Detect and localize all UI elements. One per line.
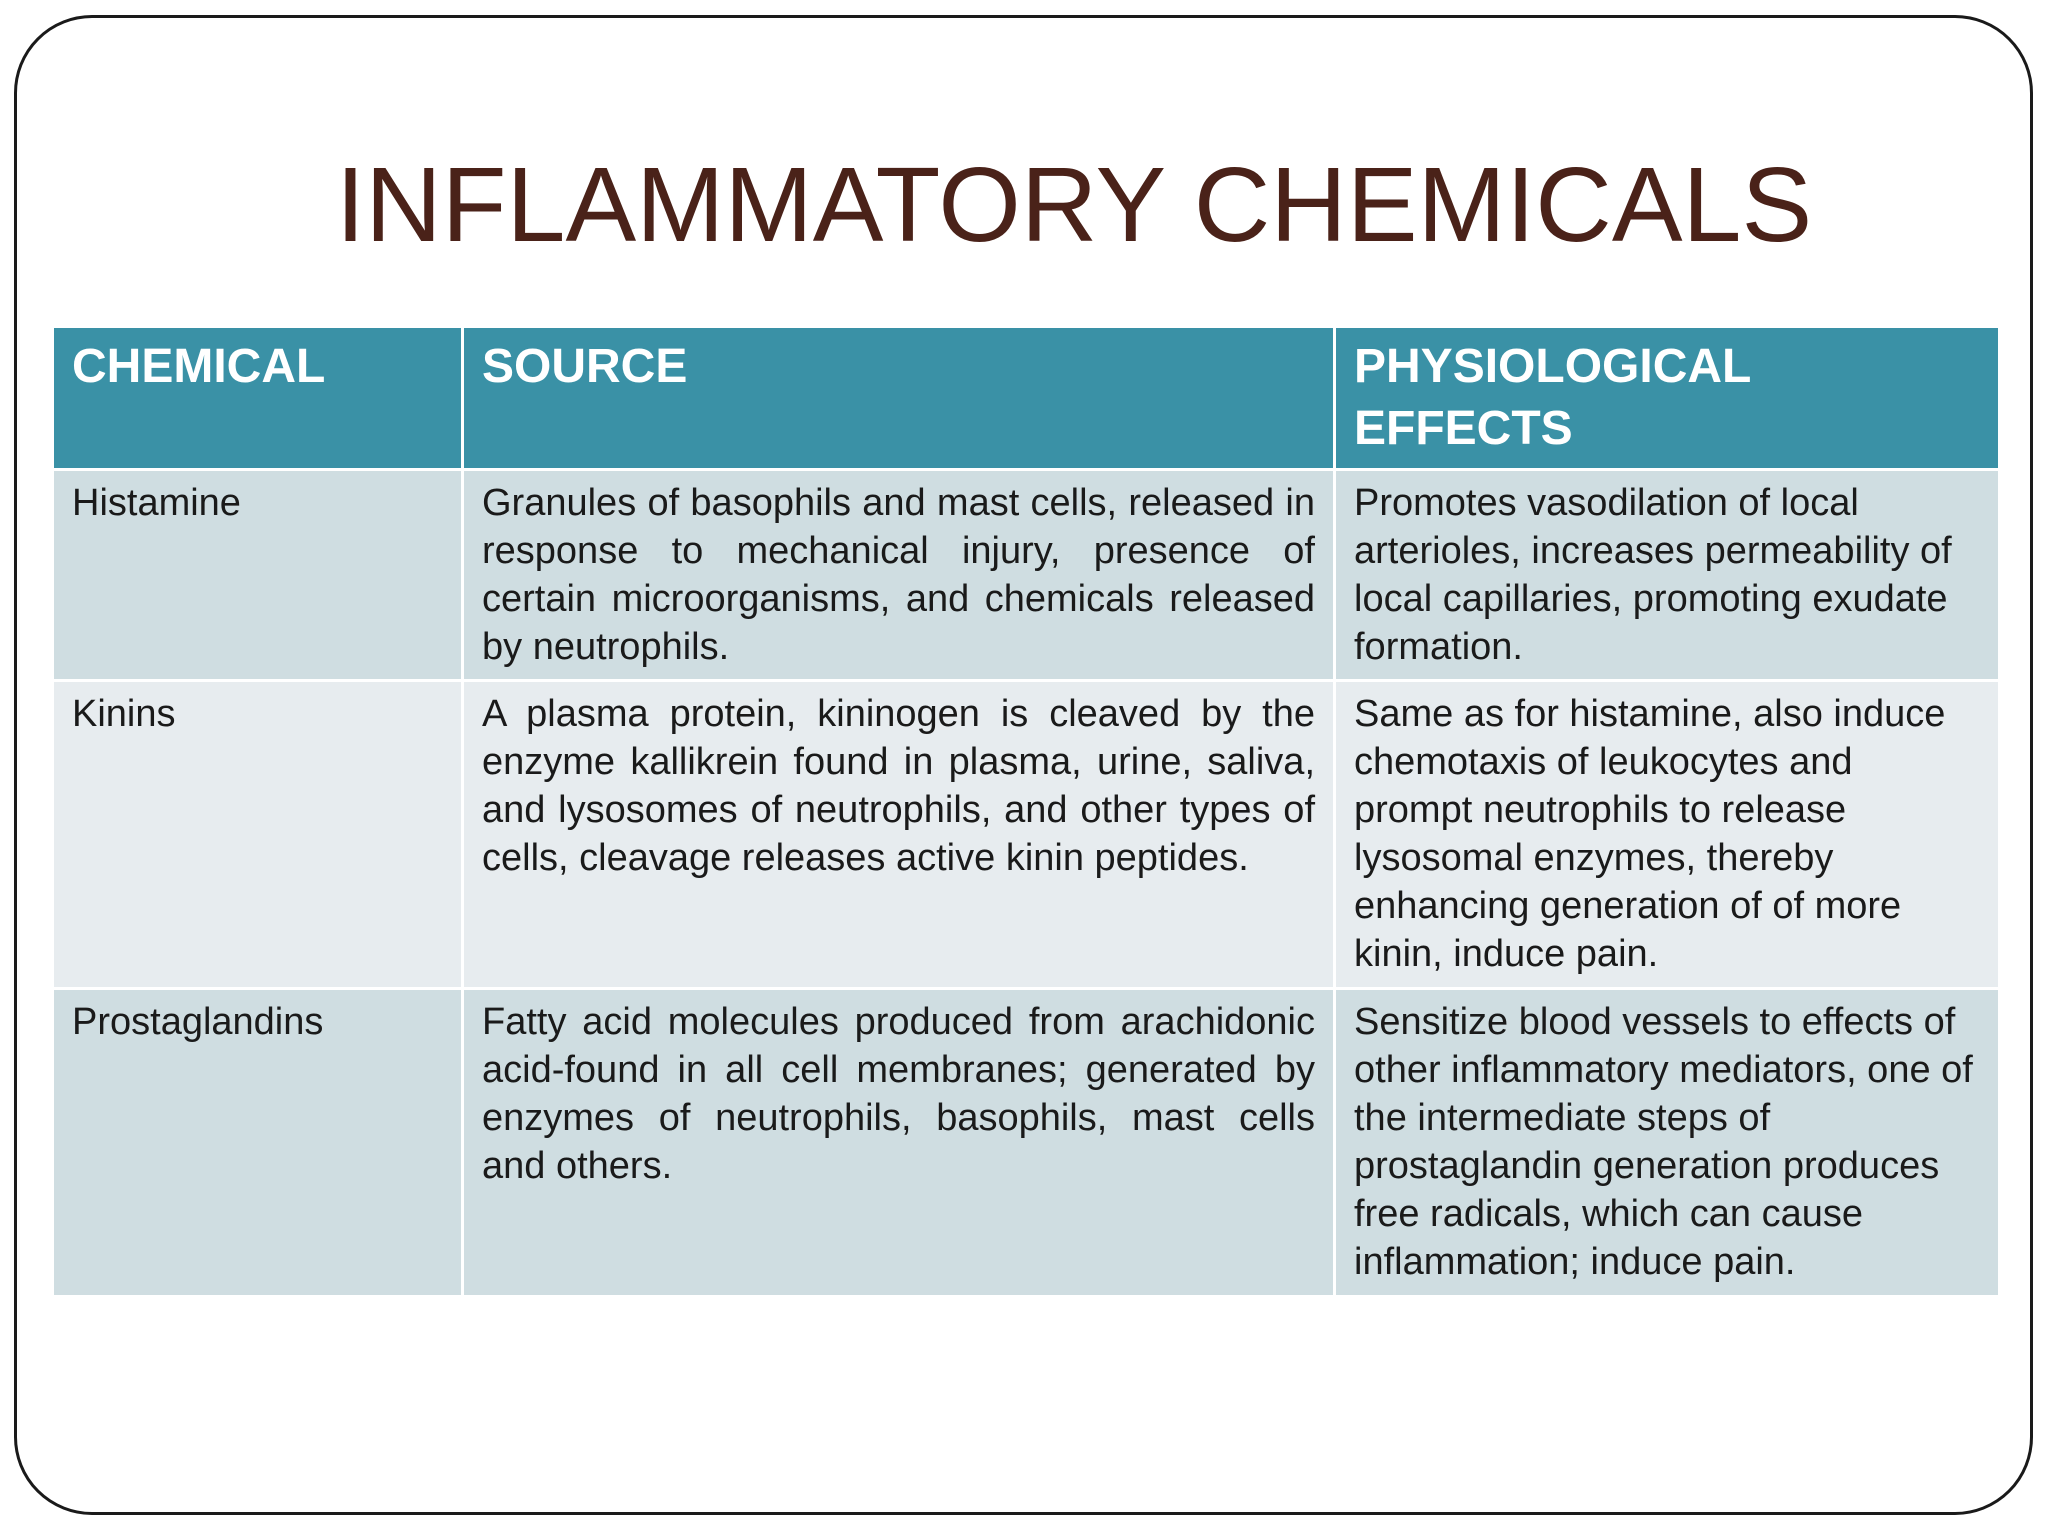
header-chemical: CHEMICAL [53, 327, 463, 470]
header-physiological-effects: PHYSIOLOGICAL EFFECTS [1335, 327, 2000, 470]
table-row [53, 989, 2000, 1297]
cell-effects: Promotes vasodilation of local arterioles, increases permeability of local capillaries, promoting exudate formation. [1335, 470, 2000, 681]
cell-source: A plasma protein, kininogen is cleaved by the enzyme kallikrein found in plasma, urine, saliva, and lysosomes of neutrophils, and other types of cells, cleavage releases active kinin peptides. [463, 681, 1335, 989]
cell-source: Fatty acid molecules produced from arachidonic acid-found in all cell membranes; generated by enzymes of neutrophils, basophils, mast cells and others. [463, 989, 1335, 1297]
table-header-row [53, 327, 2000, 470]
slide-title: INFLAMMATORY CHEMICALS [335, 146, 1813, 264]
inflammatory-chemicals-table [51, 325, 2001, 1298]
cell-effects: Same as for histamine, also induce chemotaxis of leukocytes and prompt neutrophils to release lysosomal enzymes, thereby enhancing generation of of more kinin, induce pain. [1335, 681, 2000, 989]
table-row [53, 681, 2000, 989]
cell-chemical: Histamine [53, 470, 463, 681]
cell-chemical: Prostaglandins [53, 989, 463, 1297]
cell-chemical: Kinins [53, 681, 463, 989]
cell-effects: Sensitize blood vessels to effects of other inflammatory mediators, one of the intermediate steps of prostaglandin generation produces free radicals, which can cause inflammation; induce pain. [1335, 989, 2000, 1297]
header-source: SOURCE [463, 327, 1335, 470]
cell-source: Granules of basophils and mast cells, released in response to mechanical injury, presence of certain microorganisms, and chemicals released by neutrophils. [463, 470, 1335, 681]
table-row [53, 470, 2000, 681]
